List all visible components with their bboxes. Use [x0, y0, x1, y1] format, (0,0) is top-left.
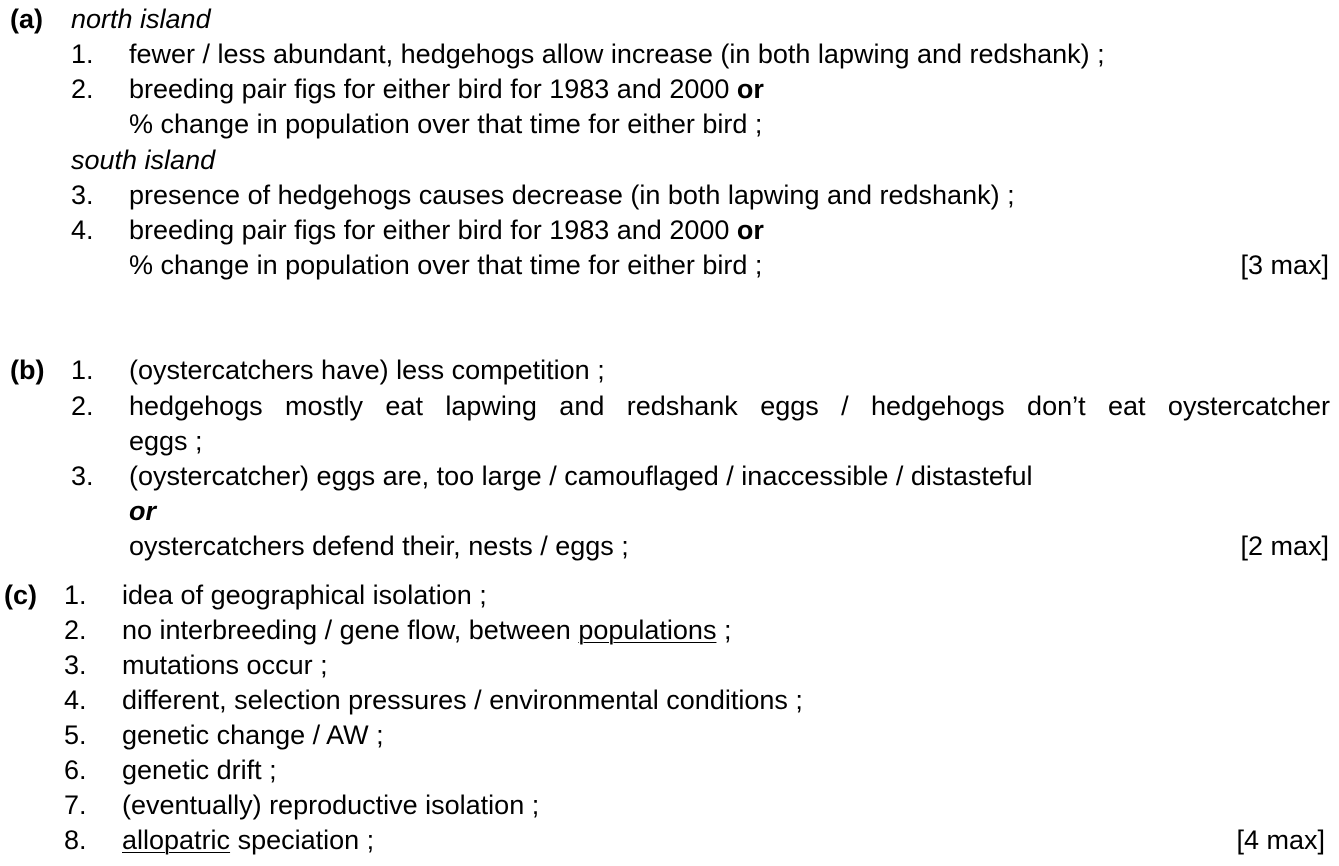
north-island-heading: north island — [71, 4, 211, 34]
part-a-item-2-main: breeding pair figs for either bird for 1983 and 2000 — [129, 74, 730, 104]
or-connector: or — [129, 496, 156, 526]
part-c-item-5-text: genetic change / AW ; — [122, 720, 384, 750]
part-c-item-4-number: 4. — [64, 685, 87, 715]
part-c-item-2-number: 2. — [64, 615, 87, 645]
part-a-item-3-text: presence of hedgehogs causes decrease (in both lapwing and redshank) ; — [129, 180, 1015, 210]
part-b-label: (b) — [10, 355, 45, 385]
part-a-item-1-number: 1. — [71, 39, 94, 69]
part-b-item-2-number: 2. — [71, 391, 94, 421]
part-c-item-8-number: 8. — [64, 825, 87, 855]
part-b-item-1-text: (oystercatchers have) less competition ; — [129, 355, 605, 385]
populations-underlined: populations — [578, 615, 717, 645]
part-a-item-4-continuation: % change in population over that time for either bird ; — [129, 250, 763, 280]
part-c-item-3-number: 3. — [64, 650, 87, 680]
part-c-item-5-number: 5. — [64, 720, 87, 750]
part-c-item-2-text — [122, 613, 731, 648]
part-b-item-3-line-2: oystercatchers defend their, nests / eggs ; — [129, 531, 629, 561]
part-c-item-6-number: 6. — [64, 755, 87, 785]
part-b-item-2-line-2: eggs ; — [129, 426, 203, 456]
part-a-item-1-text: fewer / less abundant, hedgehogs allow increase (in both lapwing and redshank) ; — [129, 39, 1105, 69]
part-c-label: (c) — [4, 580, 37, 610]
part-c-item-4-text: different, selection pressures / environmental conditions ; — [122, 685, 803, 715]
part-b-item-3-number: 3. — [71, 461, 94, 491]
part-c-item-1-number: 1. — [64, 580, 87, 610]
or-connector: or — [736, 74, 764, 104]
part-c-item-6-text: genetic drift ; — [122, 755, 277, 785]
part-a-item-4-number: 4. — [71, 215, 94, 245]
part-b-item-1-number: 1. — [71, 355, 94, 385]
south-island-heading: south island — [71, 145, 216, 175]
allopatric-underlined: allopatric — [122, 825, 231, 855]
part-a-max-marks: [3 max] — [1240, 250, 1329, 280]
part-c-max-marks: [4 max] — [1236, 825, 1325, 855]
part-a-label: (a) — [10, 4, 43, 34]
part-c-item-1-text: idea of geographical isolation ; — [122, 580, 487, 610]
part-c-item-7-number: 7. — [64, 790, 87, 820]
part-a-item-4-text — [129, 213, 764, 248]
part-c-item-3-text: mutations occur ; — [122, 650, 328, 680]
part-c-item-2-end: ; — [716, 615, 732, 645]
part-c-item-8-end: speciation ; — [230, 825, 375, 855]
part-b-item-2-text — [129, 389, 1330, 424]
part-c-item-8-text — [122, 823, 374, 858]
part-b-item-2-line-1: hedgehogs mostly eat lapwing and redshank eggs / hedgehogs don’t eat oystercatcher — [129, 391, 1330, 421]
part-b-max-marks: [2 max] — [1240, 531, 1329, 561]
part-a-item-4-main: breeding pair figs for either bird for 1983 and 2000 — [129, 215, 730, 245]
part-b-item-3-text: (oystercatcher) eggs are, too large / camouflaged / inaccessible / distasteful — [129, 461, 1033, 491]
part-a-item-3-number: 3. — [71, 180, 94, 210]
part-c-item-7-text: (eventually) reproductive isolation ; — [122, 790, 540, 820]
or-connector: or — [736, 215, 764, 245]
part-a-item-2-continuation: % change in population over that time for either bird ; — [129, 109, 763, 139]
part-a-item-2-number: 2. — [71, 74, 94, 104]
part-c-item-2-main: no interbreeding / gene flow, between — [122, 615, 579, 645]
part-a-item-2-text — [129, 72, 764, 107]
